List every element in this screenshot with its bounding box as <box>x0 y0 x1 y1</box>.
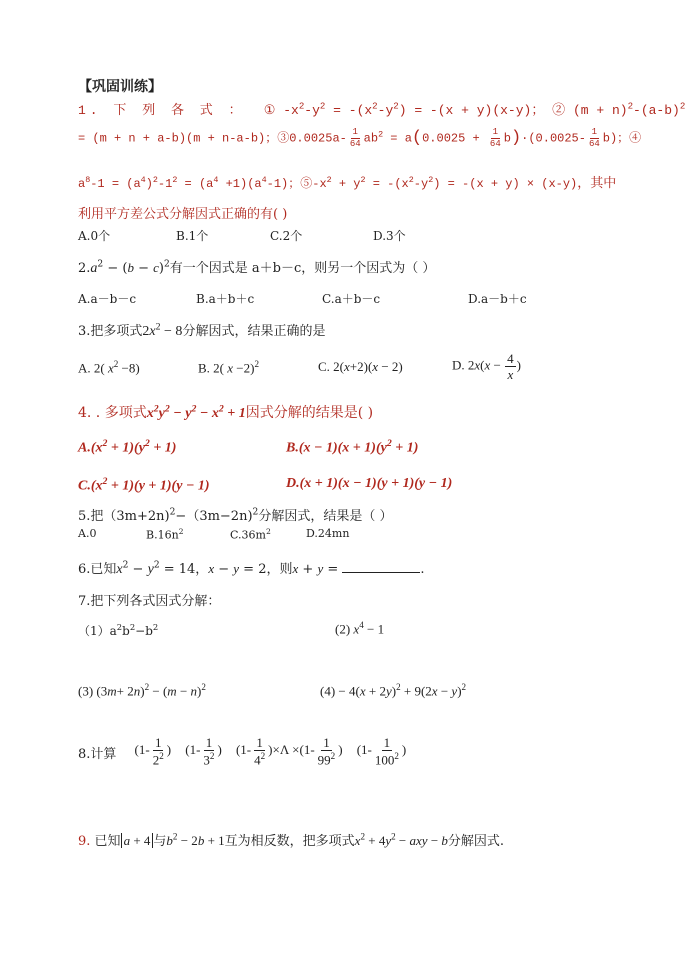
q7-part-4: $(4) - 4(x + 2y)^2 + 9(2x - y)^2$ <box>320 682 467 699</box>
q7-part-1: $(1)a^2b^2-b^2$ <box>78 622 159 638</box>
q4-option-c: $C.(x^2 + 1)(y + 1)(y - 1)$ <box>78 476 210 494</box>
q5-option-a: A.0 <box>78 527 97 540</box>
q3-option-d: D. 2x(x − $\frac{4}{x}$ ) <box>452 351 521 382</box>
q1-option-a: A.0个 <box>78 229 111 243</box>
question-5-stem: 5.把（3m+2n)$^2$−（3m−2n)$^2$分解因式，结果是（ ） <box>78 507 393 524</box>
question-1-line-1: 1. 下 列 各 式 ： ① $-x^2-y^2 = -(x^2-y^2) = -(x + y)(x-y)$； ② $(m + n)^2-(a-b)^2$ <box>78 100 686 118</box>
question-2-stem: $2.a^2 - (b - c)^2$有一个因式是 a＋b－c，则另一个因式为（ ） <box>78 259 436 276</box>
q5-option-b: $B.16n^2$ <box>146 527 184 542</box>
question-1-line-3: $a^8-1 = (a^4)^2-1^2 = (a^4 +1)(a^4-1)$；$⑤-x^2 + y^2 = -(x^2-y^2) = -(x + y) \times (x-y)$，其中 <box>78 175 617 191</box>
question-8: 8.计算 (1- $\frac{1}{2^2}$ ) (1- $\frac{1}{3^2}$ ) (1- $\frac{1}{4^2}$ )×Λ ×(1- $\frac{1}{99^2}$ ) (1- $\frac{1}{100^2}$ ) <box>78 735 407 768</box>
q4-option-a: $A.(x^2 + 1)(y^2 + 1)$ <box>78 438 177 456</box>
q1-option-b: B.1个 <box>176 229 209 243</box>
answer-blank[interactable] <box>342 560 420 573</box>
question-7-stem: 7.把下列各式因式分解： <box>78 594 221 609</box>
q1-option-d: D.3个 <box>373 229 406 243</box>
q7-part-3: (3) $(3m+ 2n)^2 - (m - n)^2$ <box>78 682 206 699</box>
q7-part-2: (2) $x^4 - 1$ <box>335 620 385 637</box>
question-1-stem: 利用平方差公式分解因式正确的有( ) <box>78 207 288 222</box>
q2-option-b: B.a＋b＋c <box>196 292 255 306</box>
q3-option-a: A. 2( $x^2 -8$) <box>78 359 140 376</box>
q2-option-a: A.a－b－c <box>78 292 137 306</box>
q3-option-c: C. 2(x+2)(x − 2) <box>318 359 403 374</box>
question-6-stem: 6.已知$x^2 - y^2 = 14$，x − y = 2，则x + y = . <box>78 560 425 577</box>
q4-option-d: D.(x + 1)(x − 1)(y + 1)(y − 1) <box>286 476 453 491</box>
q5-option-c: $C.36m^2$ <box>230 527 271 542</box>
q2-option-c: C.a＋b－c <box>322 292 381 306</box>
question-1-line-2: = (m + n + a-b)(m + n-a-b)；③0.0025a- $\frac{1}{64}$ $ab^2 = a(0.0025$ + $\frac{1}{64}$ b)·(0.0025- $\frac{1}{64}$ b)；④ <box>78 127 642 149</box>
q3-option-b: B. 2( x −2)$^2$ <box>198 359 259 376</box>
section-heading: 【巩固训练】 <box>78 79 162 95</box>
q5-option-d: D.24mn <box>306 527 350 540</box>
q2-option-d: D.a－b＋c <box>468 292 527 306</box>
q1-option-c: C.2个 <box>270 229 303 243</box>
question-9: 9. 已知 a + 4 与$b^2 - 2b + 1$互为相反数，把多项式$x^2 + 4y^2$ − axy − b分解因式. <box>78 831 505 849</box>
q4-option-b: $B.(x - 1)(x + 1)(y^2 + 1)$ <box>286 438 419 456</box>
question-4-stem: 4. . 多项式$x^2y^2 - y^2 - x^2 + 1$因式分解的结果是( ) <box>78 403 374 421</box>
question-3-stem: 3.把多项式$2x^2 - 8$分解因式，结果正确的是 <box>78 321 326 339</box>
